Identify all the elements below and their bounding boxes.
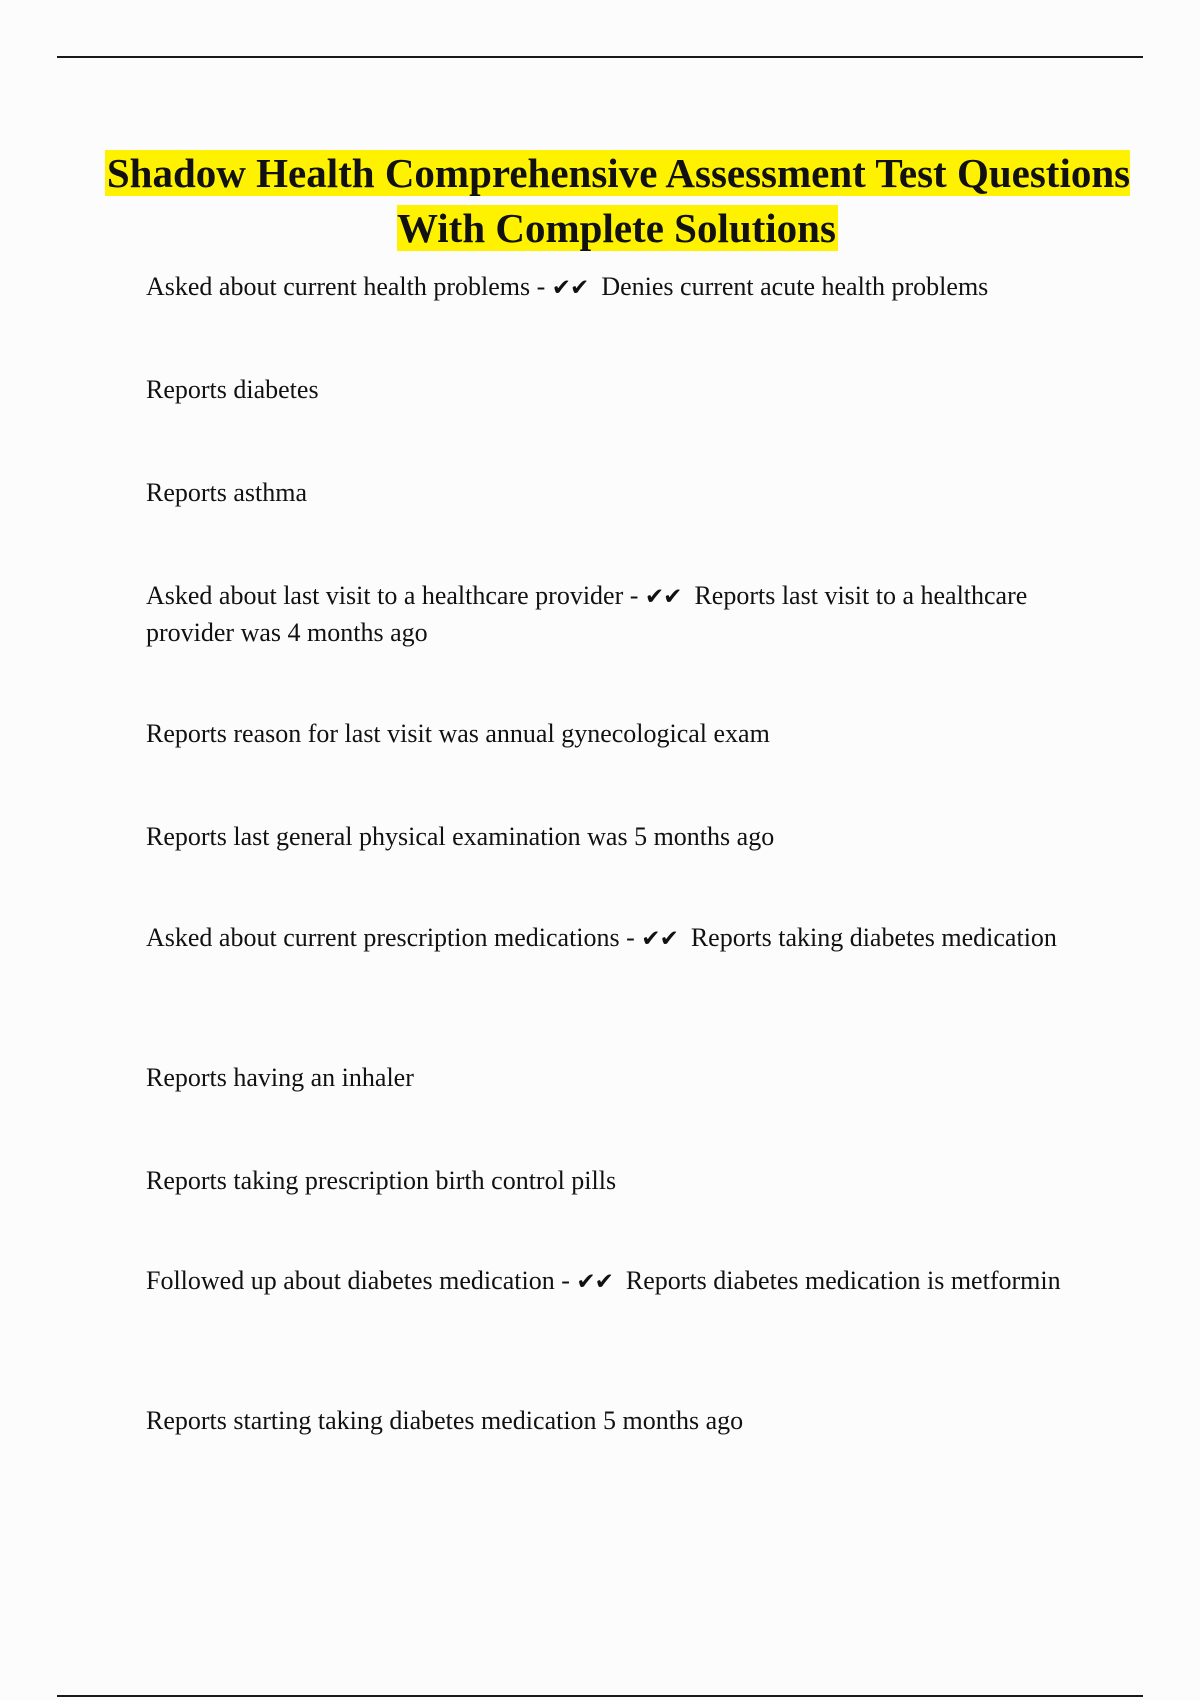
qa-item-4	[146, 578, 1106, 650]
answer-text: Reports taking diabetes medication	[690, 923, 1057, 952]
question-text: Asked about current prescription medications -	[146, 923, 635, 952]
qa-item-10	[146, 1263, 1106, 1300]
footer-rule	[57, 1695, 1143, 1697]
qa-item-9	[146, 1163, 1106, 1198]
answer-text: Reports diabetes medication is metformin	[625, 1266, 1061, 1295]
qa-item-6	[146, 819, 1106, 854]
question-text: Asked about current health problems -	[146, 272, 546, 301]
header-rule	[57, 56, 1143, 58]
qa-item-7	[146, 920, 1106, 957]
answer-text: Reports taking prescription birth control pills	[146, 1166, 617, 1195]
qa-item-11	[146, 1403, 1106, 1438]
double-check-icon: ✔✔	[576, 1269, 613, 1295]
answer-text: Reports starting taking diabetes medication 5 months ago	[146, 1406, 744, 1435]
qa-item-5	[146, 716, 1106, 751]
answer-text: Reports diabetes	[146, 375, 319, 404]
title-highlight: Shadow Health Comprehensive Assessment Test Questions With Complete Solutions	[106, 150, 1131, 251]
qa-item-2	[146, 372, 1106, 407]
double-check-icon: ✔✔	[551, 275, 589, 301]
double-check-icon: ✔✔	[644, 584, 682, 610]
answer-text: Reports last visit to a healthcare provider was 4 months ago	[146, 581, 1028, 647]
answer-text: Reports having an inhaler	[146, 1063, 414, 1092]
answer-text: Reports asthma	[146, 478, 308, 507]
double-check-icon: ✔✔	[641, 926, 678, 952]
document-title	[100, 146, 1135, 256]
qa-item-3	[146, 475, 1106, 510]
answer-text: Reports reason for last visit was annual gynecological exam	[146, 719, 770, 748]
answer-text: Reports last general physical examination was 5 months ago	[146, 822, 775, 851]
answer-text: Denies current acute health problems	[601, 272, 989, 301]
qa-item-1	[146, 269, 1106, 306]
question-text: Asked about last visit to a healthcare provider -	[146, 581, 639, 610]
qa-item-8	[146, 1060, 1106, 1095]
question-text: Followed up about diabetes medication -	[146, 1266, 570, 1295]
